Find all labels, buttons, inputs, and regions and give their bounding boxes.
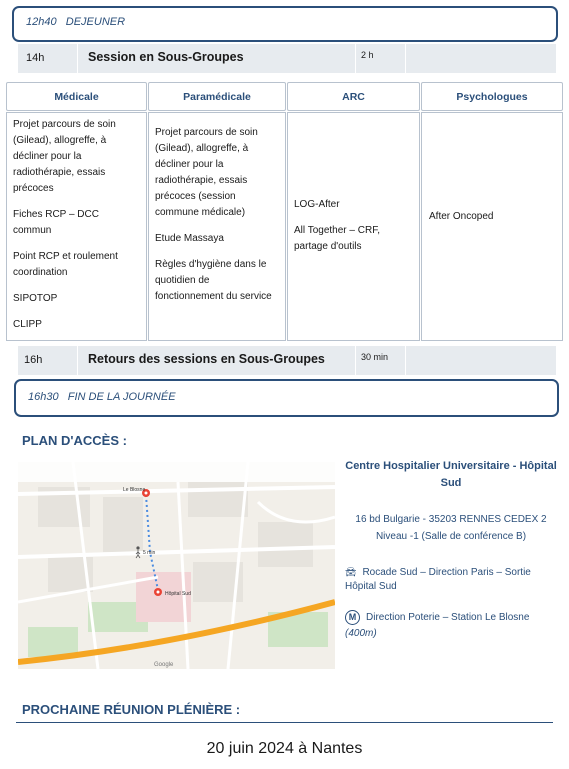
map-label-hospital: Hôpital Sud bbox=[165, 591, 191, 597]
list-item: After Oncoped bbox=[429, 211, 494, 222]
session-duration: 30 min bbox=[356, 346, 406, 375]
hospital-level: Niveau -1 (Salle de conférence B) bbox=[375, 531, 527, 542]
group-cell-psychologues bbox=[421, 112, 563, 341]
group-header-paramedicale: Paramédicale bbox=[148, 82, 286, 111]
map-label-metro: Le Blosne bbox=[123, 487, 146, 493]
session-time: 16h bbox=[18, 346, 78, 375]
lunch-banner bbox=[12, 6, 558, 42]
group-header-medicale: Médicale bbox=[6, 82, 147, 111]
session-row-14h bbox=[18, 44, 556, 73]
access-plan-title: PLAN D'ACCÈS : bbox=[22, 433, 127, 448]
metro-icon: M bbox=[345, 610, 360, 625]
route-car bbox=[345, 565, 557, 594]
route-metro-distance: (400m) bbox=[345, 628, 377, 640]
hospital-info bbox=[345, 458, 557, 642]
session-row-16h bbox=[18, 346, 556, 375]
next-meeting-title: PROCHAINE RÉUNION PLÉNIÈRE : bbox=[22, 702, 241, 717]
hospital-pin-icon bbox=[154, 588, 162, 596]
group-header-arc: ARC bbox=[287, 82, 420, 111]
session-title: Session en Sous-Groupes bbox=[78, 44, 356, 73]
lunch-time: 12h40 bbox=[26, 16, 57, 28]
lunch-label: DEJEUNER bbox=[65, 16, 126, 28]
car-icon: 🚘︎ bbox=[345, 567, 357, 577]
list-item: Fiches RCP – DCC commun bbox=[13, 209, 99, 236]
route-car-text: Rocade Sud – Direction Paris – Sortie Hôpital Sud bbox=[345, 567, 531, 592]
list-item: All Together – CRF, partage d'outils bbox=[294, 225, 380, 252]
next-meeting-date: 20 juin 2024 à Nantes bbox=[206, 740, 363, 757]
session-empty-cell bbox=[406, 44, 556, 73]
list-item: LOG-After bbox=[294, 199, 340, 210]
end-label: FIN DE LA JOURNÉE bbox=[67, 391, 176, 403]
list-item: Projet parcours de soin (Gilead), allogreffe, à décliner pour la radiothérapie, essais précoces bbox=[13, 119, 116, 194]
session-title: Retours des sessions en Sous-Groupes bbox=[78, 346, 356, 375]
group-cell-arc bbox=[287, 112, 420, 341]
list-item: CLIPP bbox=[13, 319, 42, 330]
section-divider bbox=[16, 722, 553, 723]
route-metro bbox=[345, 610, 557, 642]
session-empty-cell bbox=[406, 346, 556, 375]
group-header-psychologues: Psychologues bbox=[421, 82, 563, 111]
group-cell-medicale bbox=[6, 112, 147, 341]
hospital-address: 16 bd Bulgarie - 35203 RENNES CEDEX 2 bbox=[355, 514, 547, 525]
list-item: SIPOTOP bbox=[13, 293, 58, 304]
hospital-name: Centre Hospitalier Universitaire - Hôpital Sud bbox=[345, 460, 557, 489]
map-attribution: Google bbox=[154, 662, 174, 668]
session-duration: 2 h bbox=[356, 44, 406, 73]
group-cell-paramedicale bbox=[148, 112, 286, 341]
map-label-walk: 5 min bbox=[143, 550, 156, 556]
list-item: Point RCP et roulement coordination bbox=[13, 251, 118, 278]
list-item: Projet parcours de soin (Gilead), allogreffe, à décliner pour la radiothérapie, essais précoces (session commune médicale) bbox=[155, 127, 258, 218]
end-time: 16h30 bbox=[28, 391, 59, 403]
end-banner bbox=[14, 379, 559, 417]
route-metro-text: Direction Poterie – Station Le Blosne bbox=[366, 612, 530, 624]
session-time: 14h bbox=[18, 44, 78, 73]
hospital-address-block bbox=[345, 511, 557, 545]
access-map[interactable] bbox=[18, 462, 335, 669]
list-item: Etude Massaya bbox=[155, 233, 224, 244]
list-item: Règles d'hygiène dans le quotidien de fonctionnement du service bbox=[155, 259, 272, 302]
